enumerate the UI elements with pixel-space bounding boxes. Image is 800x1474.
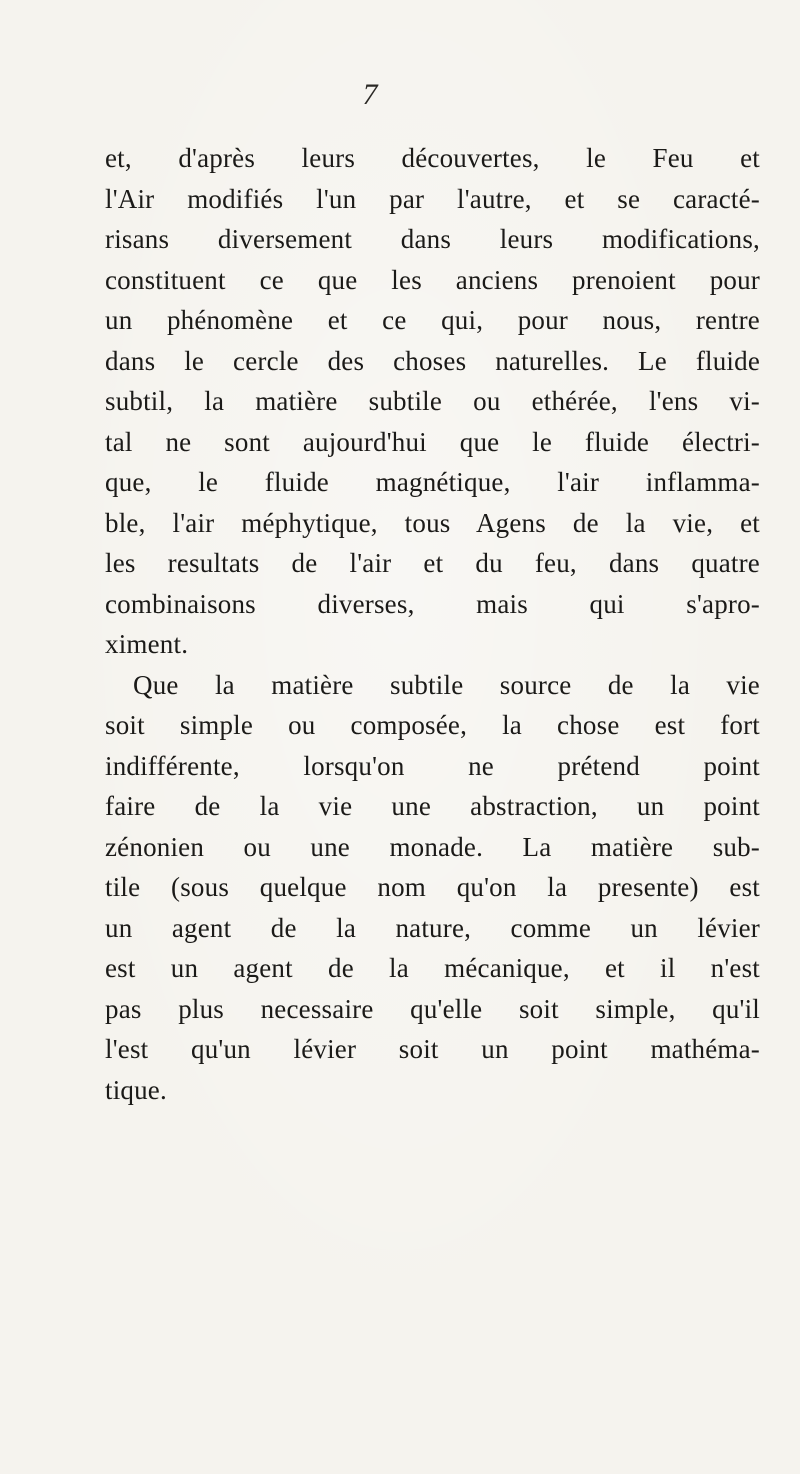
text-line-20: un agent de la nature, comme un lévier: [105, 912, 760, 943]
text-line-11: les resultats de l'air et du feu, dans quatre: [105, 548, 760, 578]
text-line-6: dans le cercle des choses naturelles. Le fluide: [105, 345, 760, 376]
text-line-15: soit simple ou composée, la chose est fort: [105, 710, 760, 740]
body-text: [105, 138, 760, 1110]
text-line-16: indifférente, lorsqu'on ne prétend point: [105, 750, 760, 781]
text-line-13: ximent.: [105, 629, 189, 659]
text-line-22: pas plus necessaire qu'elle soit simple, qu'il: [105, 993, 760, 1024]
text-line-14: Que la matière subtile source de la vie: [133, 669, 760, 700]
text-line-8: tal ne sont aujourd'hui que le fluide électri-: [105, 426, 760, 457]
text-line-18: zénonien ou une monade. La matière sub-: [105, 831, 760, 862]
text-line-24: tique.: [105, 1074, 167, 1105]
text-line-4: constituent ce que les anciens prenoient pour: [105, 264, 760, 295]
text-line-19: tile (sous quelque nom qu'on la presente) est: [105, 872, 760, 902]
page-number: 7: [362, 78, 378, 111]
text-line-7: subtil, la matière subtile ou ethérée, l'ens vi-: [105, 386, 760, 416]
text-line-17: faire de la vie une abstraction, un point: [105, 791, 760, 821]
text-line-21: est un agent de la mécanique, et il n'est: [105, 953, 760, 983]
text-line-9: que, le fluide magnétique, l'air inflamma-: [105, 467, 760, 497]
text-line-1: et, d'après leurs découvertes, le Feu et: [105, 143, 760, 173]
text-line-5: un phénomène et ce qui, pour nous, rentre: [105, 305, 760, 335]
text-line-23: l'est qu'un lévier soit un point mathéma-: [105, 1034, 760, 1064]
text-line-12: combinaisons diverses, mais qui s'apro-: [105, 588, 760, 619]
text-line-10: ble, l'air méphytique, tous Agens de la vie, et: [105, 507, 760, 538]
text-line-3: risans diversement dans leurs modifications,: [105, 224, 760, 254]
text-line-2: l'Air modifiés l'un par l'autre, et se caracté-: [105, 183, 760, 214]
